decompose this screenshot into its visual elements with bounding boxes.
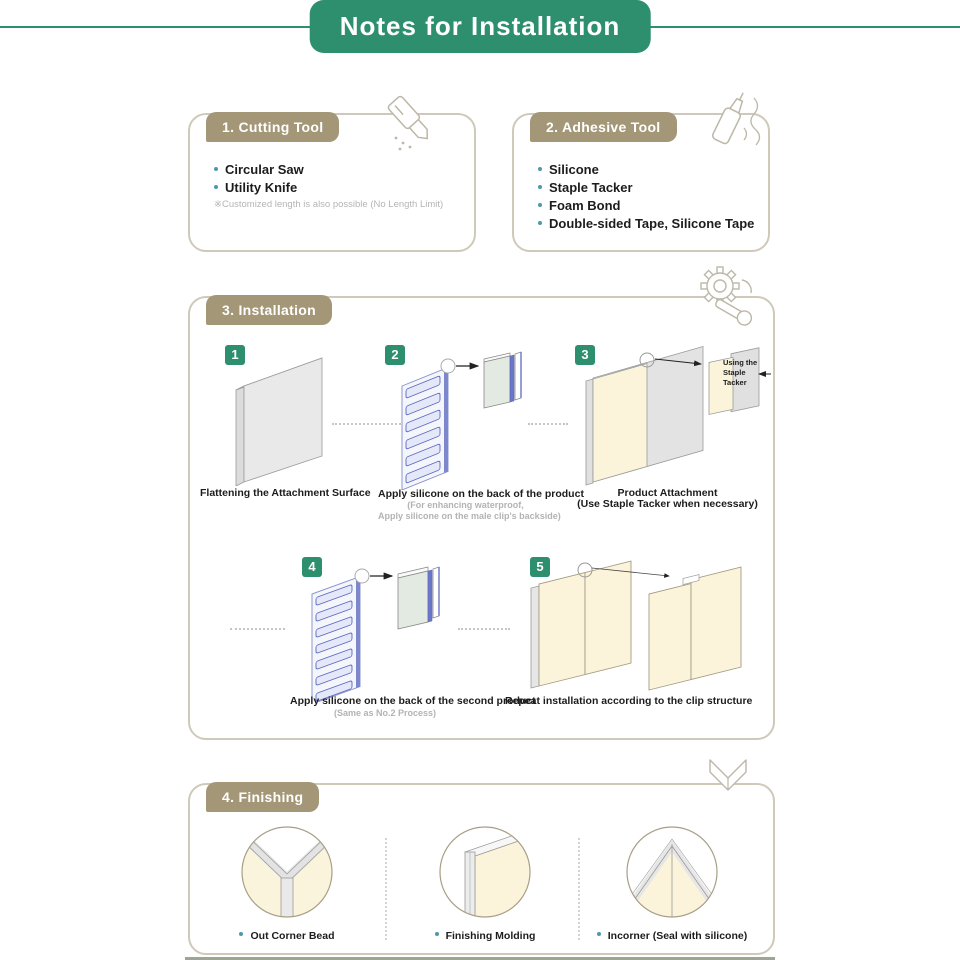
install-step-2 bbox=[378, 340, 584, 525]
list-item bbox=[538, 161, 754, 179]
bullet-icon bbox=[214, 167, 218, 171]
step3-caption: Product Attachment bbox=[617, 487, 718, 499]
step5-caption: Repeat installation according to the clip structure bbox=[505, 695, 753, 707]
list-item-label: Foam Bond bbox=[549, 198, 621, 213]
step-number-badge: 4 bbox=[302, 557, 322, 577]
list-item-label: Staple Tacker bbox=[549, 180, 633, 195]
install-step-5 bbox=[505, 552, 753, 727]
dotted-connector bbox=[458, 628, 510, 630]
bullet-icon bbox=[538, 203, 542, 207]
section-label-finishing: 4. Finishing bbox=[206, 782, 319, 812]
dotted-connector bbox=[528, 423, 568, 425]
step1-caption: Flattening the Attachment Surface bbox=[200, 487, 371, 499]
step-number-badge: 1 bbox=[225, 345, 245, 365]
finishing-out-corner-bead bbox=[187, 822, 387, 942]
list-item-label: Utility Knife bbox=[225, 180, 298, 195]
list-item-label: Double-sided Tape, Silicone Tape bbox=[549, 216, 755, 231]
step4-caption: Apply silicone on the back of the second product bbox=[290, 695, 536, 707]
step-number-badge: 3 bbox=[575, 345, 595, 365]
bullet-icon bbox=[214, 185, 218, 189]
out-corner-bead-illustration bbox=[237, 822, 337, 922]
gear-wrench-icon bbox=[690, 262, 762, 328]
section-label-adhesive: 2. Adhesive Tool bbox=[530, 112, 677, 142]
step2-caption: Apply silicone on the back of the product bbox=[378, 488, 584, 500]
install-step-1 bbox=[200, 340, 371, 525]
finishing-molding bbox=[385, 822, 585, 942]
finishing-molding-illustration bbox=[435, 822, 535, 922]
bullet-icon bbox=[538, 167, 542, 171]
list-item-label: Circular Saw bbox=[225, 162, 304, 177]
step1-panel-illustration bbox=[220, 346, 350, 486]
step-number-badge: 5 bbox=[530, 557, 550, 577]
incorner-illustration bbox=[622, 822, 722, 922]
adhesive-tool-list bbox=[538, 161, 754, 233]
figure-caption: Incorner (Seal with silicone) bbox=[572, 930, 772, 942]
step4-subcaption: (Same as No.2 Process) bbox=[333, 708, 437, 718]
list-item bbox=[214, 179, 304, 197]
step2-subcaption: Apply silicone on the male clip's backside) bbox=[378, 511, 561, 521]
bullet-icon bbox=[597, 932, 601, 936]
section-label-cutting: 1. Cutting Tool bbox=[206, 112, 339, 142]
step5-repeat-illustration bbox=[523, 554, 743, 699]
figure-caption: Out Corner Bead bbox=[187, 930, 387, 942]
page-title: Notes for Installation bbox=[310, 0, 651, 53]
bullet-icon bbox=[239, 932, 243, 936]
cutting-tool-list bbox=[214, 161, 304, 197]
section-label-installation: 3. Installation bbox=[206, 295, 332, 325]
step2-silicone-illustration bbox=[378, 340, 553, 490]
install-step-4 bbox=[290, 552, 536, 727]
step2-subcaption: (For enhancing waterproof, bbox=[407, 500, 524, 510]
cutting-note: ※Customized length is also possible (No Length Limit) bbox=[214, 199, 444, 210]
finishing-incorner bbox=[572, 822, 772, 942]
list-item bbox=[214, 161, 304, 179]
utility-knife-icon bbox=[372, 90, 450, 154]
silicone-tube-icon bbox=[696, 84, 774, 154]
list-item bbox=[538, 179, 754, 197]
list-item bbox=[538, 215, 754, 233]
step-number-badge: 2 bbox=[385, 345, 405, 365]
bullet-icon bbox=[538, 185, 542, 189]
corner-bead-icon bbox=[700, 756, 756, 806]
bullet-icon bbox=[538, 221, 542, 225]
step3-subcaption: (Use Staple Tacker when necessary) bbox=[577, 498, 758, 510]
list-item bbox=[538, 197, 754, 215]
dotted-connector bbox=[230, 628, 285, 630]
list-item-label: Silicone bbox=[549, 162, 599, 177]
step4-silicone-illustration bbox=[290, 552, 480, 702]
figure-caption: Finishing Molding bbox=[385, 930, 585, 942]
bullet-icon bbox=[435, 932, 439, 936]
install-step-3 bbox=[565, 340, 770, 525]
staple-tacker-annotation: Using the Staple Tacker bbox=[723, 358, 758, 388]
